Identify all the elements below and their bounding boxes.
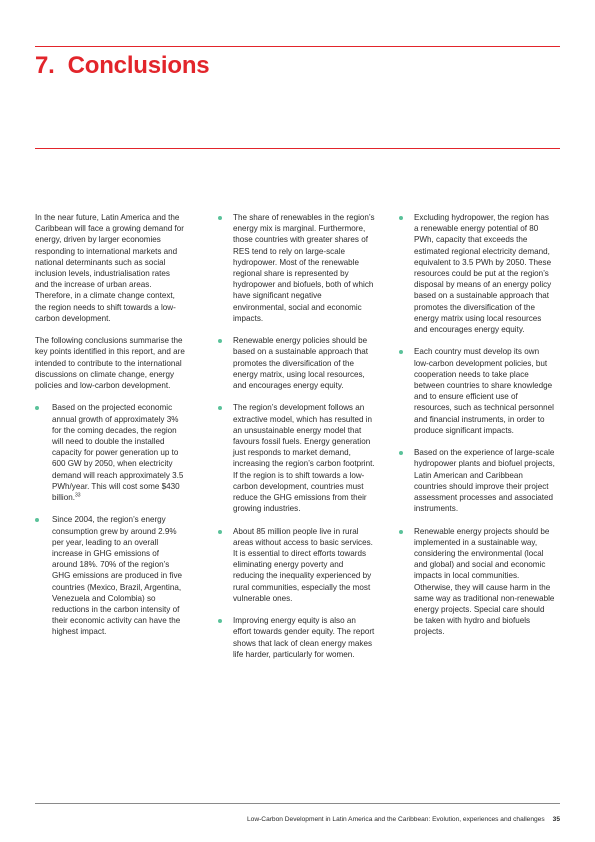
page-footer — [247, 816, 560, 823]
bullet-item — [218, 335, 376, 391]
bullet-item — [218, 212, 376, 324]
bullet-dot-icon — [35, 518, 39, 522]
bullet-list-column-1 — [35, 402, 185, 637]
bullet-text: About 85 million people live in rural areas without access to basic services. It is essential to direct efforts towards eliminating energy poverty and reducing the inequality experienced by rural communities, especially the most vulnerable ones. — [233, 526, 373, 603]
bullet-item — [399, 526, 555, 638]
bullet-text: Based on the experience of large-scale hydropower plants and biofuel projects, Latin American and Caribbean countries should improve their project assessment processes and associated instruments. — [414, 448, 555, 514]
bullet-dot-icon — [399, 530, 403, 534]
bullet-item — [35, 402, 185, 503]
bullet-item — [35, 514, 185, 637]
bullet-dot-icon — [218, 216, 222, 220]
bullet-item — [399, 346, 555, 436]
intro-paragraph-2: The following conclusions summarise the key points identified in this report, and are intended to contribute to the international discussions on climate change, energy policies and low-carbon development. — [35, 336, 185, 391]
heading-bottom-red-rule — [35, 148, 560, 149]
bullet-dot-icon — [399, 350, 403, 354]
bullet-item — [218, 615, 376, 660]
bullet-text: The region’s development follows an extractive model, which has resulted in an unsustainable energy model that favours fossil fuels. Energy generation just responds to market demand, increasing the region’s carbon footprint. If the region is to shift towards a low-carbon development, countries must reduce the GHG emissions from their growing industries. — [233, 403, 375, 514]
bullet-dot-icon — [218, 339, 222, 343]
bullet-dot-icon — [218, 530, 222, 534]
intro-paragraph-1: In the near future, Latin America and the Caribbean will face a growing demand for energy, driven by larger economies responding to international markets and national determinants such as social inclusion levels, industrialisation rates and the increase of urban areas. Therefore, in a climate change context, the region needs to shift towards a low-carbon development. — [35, 213, 184, 323]
bullet-item — [218, 402, 376, 514]
bullet-dot-icon — [218, 619, 222, 623]
bullet-dot-icon — [218, 406, 222, 410]
chapter-number: 7. — [35, 52, 55, 79]
footnote-marker: 33 — [74, 492, 81, 499]
page-number: 35 — [552, 816, 560, 823]
top-red-rule — [35, 46, 560, 47]
bullet-text: Based on the projected economic annual growth of approximately 3% for the coming decades, the region will need to double the installed capacity for power generation up to 600 GW by 2050, when electricity demand will reach approximately 3.5 PWh/year. This will cost some $430 billion. — [52, 403, 184, 503]
bullet-dot-icon — [399, 451, 403, 455]
text-column-2 — [218, 212, 376, 671]
text-column-1 — [35, 212, 185, 649]
bullet-text: The share of renewables in the region’s energy mix is marginal. Furthermore, those countries with greater shares of RES tend to rely on large-scale hydropower. Most of the renewable regional share is represented by hydropower and biofuels, both of which have significant negative environmental, social and economic impacts. — [233, 213, 375, 323]
bullet-dot-icon — [399, 216, 403, 220]
footer-running-title: Low-Carbon Development in Latin America and the Caribbean: Evolution, experiences and challenges — [247, 816, 545, 823]
chapter-title: Conclusions — [67, 52, 210, 79]
footer-rule — [35, 803, 560, 804]
bullet-text: Each country must develop its own low-carbon development policies, but cooperation needs to take place between countries to share knowledge and to ensure efficient use of resources, such as technical personnel and financial instruments, in order to produce significant impacts. — [414, 347, 554, 435]
bullet-text: Renewable energy policies should be based on a sustainable approach that promotes the diversification of the energy matrix, using local resources, and encourages energy equity. — [233, 336, 368, 391]
bullet-item — [218, 526, 376, 604]
bullet-item — [399, 447, 555, 514]
bullet-dot-icon — [35, 406, 39, 410]
bullet-list-column-3 — [399, 212, 555, 638]
bullet-text: Renewable energy projects should be implemented in a sustainable way, considering the environmental (local and global) and social and economic impacts in local communities. Otherwise, they will cause harm in the same way as traditional non-renewable energy projects. Special care should be taken with hydro and biofuels projects. — [414, 526, 555, 637]
bullet-list-column-2 — [218, 212, 376, 660]
bullet-text: Since 2004, the region’s energy consumption grew by around 2.9% per year, leading to an overall increase in GHG emissions of around 18%. 70% of the region’s GHG emissions are produced in five countries (Mexico, Brazil, Argentina, Venezuela and Colombia) so reductions in the carbon intensity of their economic activity can have the highest impact. — [52, 515, 183, 637]
chapter-heading — [35, 52, 209, 80]
bullet-text: Improving energy equity is also an effort towards gender equity. The report shows that lack of clean energy makes life harder, particularly for women. — [233, 616, 375, 659]
bullet-text: Excluding hydropower, the region has a renewable energy potential of 80 PWh, capacity that exceeds the estimated regional electricity demand, equivalent to 3.5 PWh by 2050. These resources could be put at the region’s disposal by means of an energy policy based on a sustainable approach that promotes the diversification of the energy matrix using local resources and encourages energy equity. — [414, 213, 552, 335]
bullet-item — [399, 212, 555, 335]
text-column-3 — [399, 212, 555, 649]
